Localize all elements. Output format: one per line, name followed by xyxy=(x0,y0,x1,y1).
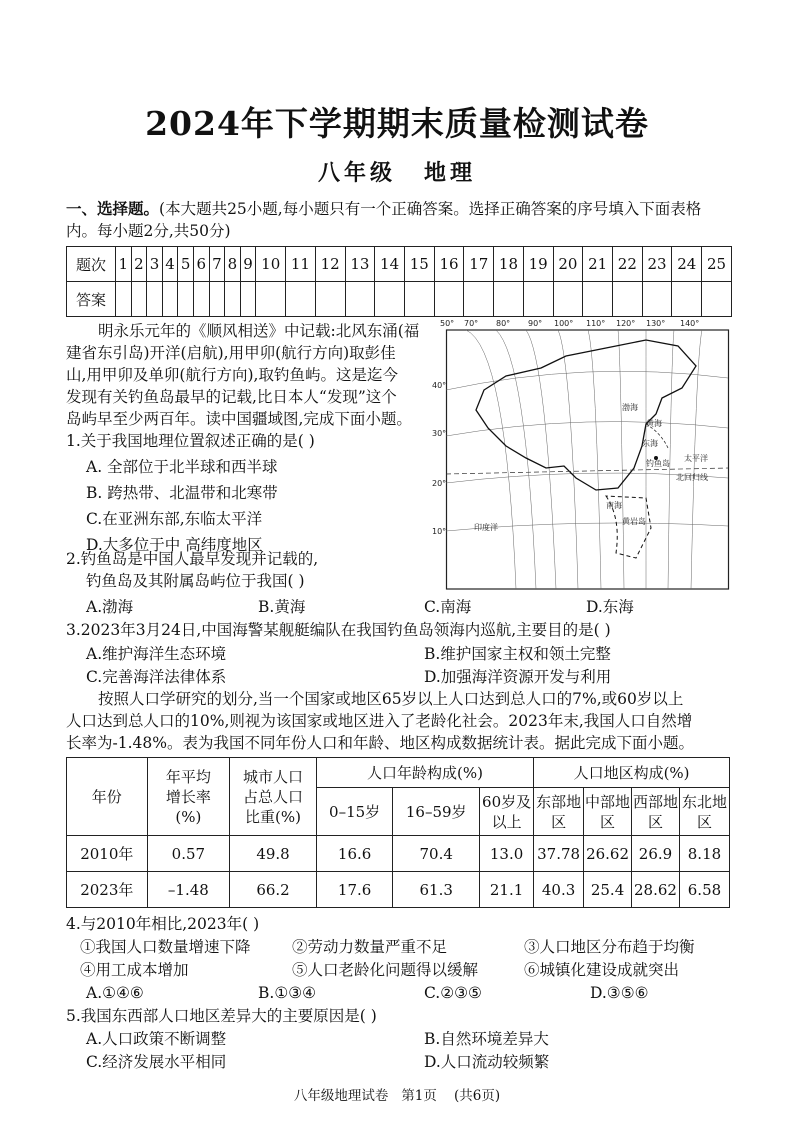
table-cell: 13.0 xyxy=(480,836,534,872)
table-cell: 17.6 xyxy=(316,872,393,908)
answer-cell[interactable] xyxy=(434,282,464,317)
passage-1-line: 明永乐元年的《顺风相送》中记载:北风东涌(福 xyxy=(98,322,420,340)
pacific-ocean-label: 太平洋 xyxy=(684,454,708,463)
q5-option-c[interactable]: C.经济发展水平相同 xyxy=(86,1053,227,1071)
lat-label: 30° xyxy=(432,429,447,438)
q2-option-b[interactable]: B.黄海 xyxy=(258,598,306,616)
question-number-cell: 24 xyxy=(672,247,702,282)
q1-option-c[interactable]: C.在亚洲东部,东临太平洋 xyxy=(86,510,263,528)
q3-option-d[interactable]: D.加强海洋资源开发与利用 xyxy=(424,668,612,686)
question-number-cell: 8 xyxy=(225,247,241,282)
passage-2 xyxy=(66,688,740,754)
q4-option-d[interactable]: D.③⑤⑥ xyxy=(590,984,649,1002)
table-cell: 66.2 xyxy=(230,872,317,908)
table-cell: 6.58 xyxy=(679,872,729,908)
lon-label: 90° xyxy=(528,319,543,328)
indian-ocean-label: 印度洋 xyxy=(474,523,498,532)
q1-option-d[interactable]: D.大多位于中 高纬度地区 xyxy=(86,536,263,554)
east-china-sea-label: 东海 xyxy=(642,439,658,448)
section1-line2: 内。每小题2分,共50分) xyxy=(66,222,231,240)
table-cell: 70.4 xyxy=(393,836,480,872)
question-number-cell: 10 xyxy=(256,247,286,282)
table-cell: 28.62 xyxy=(632,872,680,908)
lon-label: 130° xyxy=(646,319,666,328)
answer-table-answer-row xyxy=(67,282,732,317)
col-header-age-0-15: 0–15岁 xyxy=(316,788,393,836)
q4-item-5: ⑤人口老龄化问题得以缓解 xyxy=(292,961,479,979)
question-number-cell: 20 xyxy=(553,247,583,282)
col-header-age-16-59: 16–59岁 xyxy=(393,788,480,836)
q4-item-6: ⑥城镇化建设成就突出 xyxy=(524,961,680,979)
south-china-sea-label: 南海 xyxy=(606,501,622,510)
question-number-cell: 11 xyxy=(286,247,316,282)
q2-option-c[interactable]: C.南海 xyxy=(424,598,472,616)
bohai-label: 渤海 xyxy=(622,403,638,412)
china-territory-map xyxy=(432,318,729,590)
q3-option-b[interactable]: B.维护国家主权和领土完整 xyxy=(424,645,611,663)
lon-label: 50° xyxy=(440,319,455,328)
col-header-east: 东部地区 xyxy=(534,788,584,836)
col-header-central: 中部地区 xyxy=(584,788,632,836)
table-cell: 0.57 xyxy=(147,836,230,872)
lon-label: 120° xyxy=(616,319,636,328)
passage-2-line: 按照人口学研究的划分,当一个国家或地区65岁以上人口达到总人口的7%,或60岁以上 xyxy=(98,690,684,708)
passage-2-line: 人口达到总人口的10%,则视为该国家或地区进入了老龄化社会。2023年末,我国人口自然增 xyxy=(66,712,693,730)
question-number-cell: 18 xyxy=(494,247,524,282)
question-4-stem: 4.与2010年相比,2023年( ) xyxy=(66,915,260,933)
question-number-cell: 19 xyxy=(523,247,553,282)
answer-cell[interactable] xyxy=(147,282,163,317)
table-row xyxy=(67,872,730,908)
q3-option-a[interactable]: A.维护海洋生态环境 xyxy=(86,645,227,663)
question-number-cell: 3 xyxy=(147,247,163,282)
answer-cell[interactable] xyxy=(256,282,286,317)
table-cell: 21.1 xyxy=(480,872,534,908)
table-cell: 8.18 xyxy=(679,836,729,872)
table-cell: –1.48 xyxy=(147,872,230,908)
col-header-west: 西部地区 xyxy=(632,788,680,836)
q4-option-b[interactable]: B.①③④ xyxy=(258,984,317,1002)
question-2-stem-1: 2.钓鱼岛是中国人最早发现并记载的, xyxy=(66,550,319,568)
grade-label: 八年级 xyxy=(317,160,396,186)
answer-cell[interactable] xyxy=(672,282,702,317)
lon-label: 140° xyxy=(680,319,700,328)
table-cell: 37.78 xyxy=(534,836,584,872)
answer-cell[interactable] xyxy=(345,282,375,317)
q4-item-4: ④用工成本增加 xyxy=(80,961,189,979)
question-number-cell: 22 xyxy=(612,247,642,282)
q4-item-3: ③人口地区分布趋于均衡 xyxy=(524,938,695,956)
answer-cell[interactable] xyxy=(523,282,553,317)
table-cell: 26.62 xyxy=(584,836,632,872)
passage-1-line: 山,用甲卯及单卯(航行方向),取钓鱼屿。这是迄今 xyxy=(66,366,398,384)
question-number-cell: 5 xyxy=(178,247,194,282)
col-header-year: 年份 xyxy=(67,758,148,836)
tropic-of-cancer-label: 北回归线 xyxy=(676,473,708,482)
col-header-region-structure: 人口地区构成(%) xyxy=(534,758,730,788)
answer-cell[interactable] xyxy=(702,282,732,317)
question-number-cell: 13 xyxy=(345,247,375,282)
question-number-cell: 21 xyxy=(583,247,613,282)
answer-cell[interactable] xyxy=(131,282,147,317)
answer-cell[interactable] xyxy=(464,282,494,317)
col-header-urban: 城市人口 占总人口 比重(%) xyxy=(230,758,317,836)
question-number-cell: 25 xyxy=(702,247,732,282)
question-2-stem-2: 钓鱼岛及其附属岛屿位于我国( ) xyxy=(86,572,305,590)
table-cell: 40.3 xyxy=(534,872,584,908)
answer-cell[interactable] xyxy=(116,282,132,317)
passage-2-line: 长率为-1.48%。表为我国不同年份人口和年龄、地区构成数据统计表。据此完成下面小题。 xyxy=(66,734,694,752)
question-number-cell: 23 xyxy=(642,247,672,282)
table-cell: 26.9 xyxy=(632,836,680,872)
yellow-sea-label: 黄海 xyxy=(646,419,662,428)
passage-1 xyxy=(66,320,438,430)
footer-page-number: 第1页 xyxy=(401,1088,437,1104)
subject-label: 地理 xyxy=(424,160,477,186)
answer-cell[interactable] xyxy=(240,282,256,317)
answer-row-label: 答案 xyxy=(67,282,116,317)
q5-option-b[interactable]: B.自然环境差异大 xyxy=(424,1030,549,1048)
page-title: 2024年下学期期末质量检测试卷 xyxy=(145,104,649,143)
diaoyu-island-label: 钓鱼岛 xyxy=(646,459,670,468)
q4-item-2: ②劳动力数量严重不足 xyxy=(292,938,448,956)
q1-option-a[interactable]: A. 全部位于北半球和西半球 xyxy=(86,458,278,476)
table-cell: 61.3 xyxy=(393,872,480,908)
question-number-cell: 6 xyxy=(193,247,209,282)
table-cell: 16.6 xyxy=(316,836,393,872)
answer-cell[interactable] xyxy=(193,282,209,317)
question-number-cell: 2 xyxy=(131,247,147,282)
q4-option-a[interactable]: A.①④⑥ xyxy=(86,984,144,1002)
col-header-growth: 年平均 增长率 (%) xyxy=(147,758,230,836)
table-cell: 25.4 xyxy=(584,872,632,908)
question-number-cell: 4 xyxy=(162,247,178,282)
lon-label: 100° xyxy=(554,319,574,328)
lon-label: 70° xyxy=(464,319,479,328)
q2-option-d[interactable]: D.东海 xyxy=(586,598,634,616)
lat-label: 20° xyxy=(432,479,447,488)
page-footer xyxy=(0,1084,794,1104)
answer-cell[interactable] xyxy=(583,282,613,317)
lat-label: 10° xyxy=(432,527,447,536)
col-header-age-60-plus: 60岁及以上 xyxy=(480,788,534,836)
question-number-cell: 15 xyxy=(404,247,434,282)
question-number-cell: 17 xyxy=(464,247,494,282)
q2-option-a[interactable]: A.渤海 xyxy=(86,598,134,616)
answer-cell[interactable] xyxy=(162,282,178,317)
q4-item-1: ①我国人口数量增速下降 xyxy=(80,938,251,956)
q1-option-b[interactable]: B. 跨热带、北温带和北寒带 xyxy=(86,484,278,502)
answer-cell[interactable] xyxy=(286,282,316,317)
question-2 xyxy=(66,548,318,592)
lon-label: 110° xyxy=(586,319,606,328)
question-number-cell: 1 xyxy=(116,247,132,282)
huangyan-island-label: 黄岩岛 xyxy=(622,517,646,526)
answer-cell[interactable] xyxy=(178,282,194,317)
answer-cell[interactable] xyxy=(494,282,524,317)
section1-heading: 一、选择题。 xyxy=(66,199,160,218)
answer-cell[interactable] xyxy=(315,282,345,317)
passage-1-line: 发现有关钓鱼岛最早的记载,比日本人“发现”这个 xyxy=(66,388,397,406)
answer-cell[interactable] xyxy=(225,282,241,317)
answer-cell[interactable] xyxy=(375,282,405,317)
question-1 xyxy=(66,430,315,556)
answer-table xyxy=(66,246,732,317)
lon-label: 80° xyxy=(496,319,511,328)
row-year: 2023年 xyxy=(67,872,148,908)
footer-total-pages: (共6页) xyxy=(454,1088,501,1104)
question-number-cell: 16 xyxy=(434,247,464,282)
q3-option-c[interactable]: C.完善海洋法律体系 xyxy=(86,668,227,686)
answer-row-label: 题次 xyxy=(67,247,116,282)
q4-option-c[interactable]: C.②③⑤ xyxy=(424,984,482,1002)
page-subtitle xyxy=(0,156,794,187)
col-header-age-structure: 人口年龄构成(%) xyxy=(316,758,533,788)
question-number-cell: 14 xyxy=(375,247,405,282)
question-1-stem: 1.关于我国地理位置叙述正确的是( ) xyxy=(66,432,315,450)
question-3-stem: 3.2023年3月24日,中国海警某舰艇编队在我国钓鱼岛领海内巡航,主要目的是( ) xyxy=(66,621,611,639)
population-data-table xyxy=(66,757,730,908)
lat-label: 40° xyxy=(432,381,447,390)
passage-1-line: 建省东引岛)开洋(启航),用甲卯(航行方向)取彭佳 xyxy=(66,344,396,362)
q5-option-d[interactable]: D.人口流动较频繁 xyxy=(424,1053,550,1071)
answer-cell[interactable] xyxy=(209,282,225,317)
section1-line1: (本大题共25小题,每小题只有一个正确答案。选择正确答案的序号填入下面表格 xyxy=(159,200,702,218)
answer-cell[interactable] xyxy=(612,282,642,317)
answer-cell[interactable] xyxy=(553,282,583,317)
passage-1-line: 岛屿早至少两百年。读中国疆域图,完成下面小题。 xyxy=(66,410,412,428)
section1-instructions xyxy=(66,198,746,242)
table-row xyxy=(67,836,730,872)
question-number-cell: 9 xyxy=(240,247,256,282)
col-header-northeast: 东北地区 xyxy=(679,788,729,836)
question-number-cell: 7 xyxy=(209,247,225,282)
answer-cell[interactable] xyxy=(404,282,434,317)
answer-cell[interactable] xyxy=(642,282,672,317)
table-cell: 49.8 xyxy=(230,836,317,872)
q5-option-a[interactable]: A.人口政策不断调整 xyxy=(86,1030,227,1048)
row-year: 2010年 xyxy=(67,836,148,872)
answer-table-number-row xyxy=(67,247,732,282)
footer-exam-name: 八年级地理试卷 xyxy=(293,1088,389,1104)
question-5-stem: 5.我国东西部人口地区差异大的主要原因是( ) xyxy=(66,1007,377,1025)
question-number-cell: 12 xyxy=(315,247,345,282)
